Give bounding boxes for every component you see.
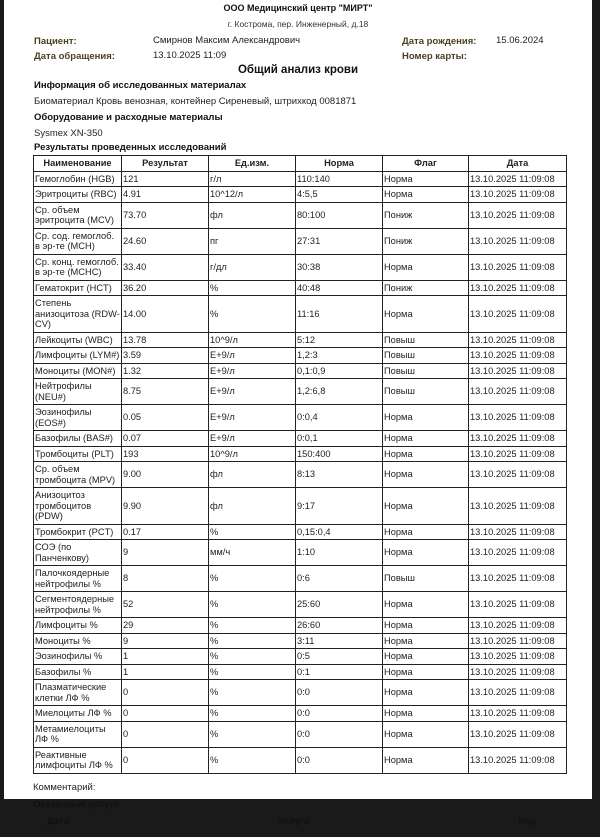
- cell-unit: %: [209, 618, 296, 634]
- cell-date: 13.10.2025 11:09:08: [469, 524, 567, 540]
- cell-result: 121: [122, 171, 209, 187]
- cell-unit: 10^9/л: [209, 446, 296, 462]
- table-row: [34, 747, 567, 773]
- cell-name: Эозинофилы (EOS#): [34, 405, 122, 431]
- cell-name: Реактивные лимфоциты ЛФ %: [34, 747, 122, 773]
- table-row: [34, 187, 567, 203]
- cell-result: 0: [122, 680, 209, 706]
- cell-unit: 10^9/л: [209, 332, 296, 348]
- results-section: [33, 155, 566, 837]
- after-table-section: [33, 782, 566, 837]
- cell-date: 13.10.2025 11:09:08: [469, 332, 567, 348]
- cell-norm: 110:140: [296, 171, 383, 187]
- document-page: [4, 0, 592, 827]
- cell-flag: Норма: [383, 524, 469, 540]
- cell-result: 0: [122, 706, 209, 722]
- cell-norm: 0,1:0,9: [296, 363, 383, 379]
- table-row: [34, 664, 567, 680]
- cell-unit: %: [209, 649, 296, 665]
- cell-date: 13.10.2025 11:09:08: [469, 363, 567, 379]
- table-row: [34, 405, 567, 431]
- table-row: [34, 348, 567, 364]
- cell-result: 8.75: [122, 379, 209, 405]
- table-row: [34, 618, 567, 634]
- cell-name: Лейкоциты (WBC): [34, 332, 122, 348]
- table-row: [34, 462, 567, 488]
- cell-name: Гемоглобин (HGB): [34, 171, 122, 187]
- column-header-flag: Флаг: [383, 156, 469, 172]
- cell-result: 9: [122, 540, 209, 566]
- card-number-label: Номер карты:: [402, 51, 467, 62]
- cell-result: 0.17: [122, 524, 209, 540]
- cell-date: 13.10.2025 11:09:08: [469, 488, 567, 525]
- cell-result: 9.90: [122, 488, 209, 525]
- cell-unit: %: [209, 296, 296, 333]
- cell-result: 52: [122, 592, 209, 618]
- cell-norm: 0,15:0,4: [296, 524, 383, 540]
- table-row: [34, 524, 567, 540]
- cell-flag: Пониж: [383, 228, 469, 254]
- cell-flag: Норма: [383, 664, 469, 680]
- materials-text: Биоматериал Кровь венозная, контейнер Сиреневый, штрихкод 0081871: [34, 96, 357, 107]
- cell-date: 13.10.2025 11:09:08: [469, 171, 567, 187]
- cell-flag: Повыш: [383, 363, 469, 379]
- table-row: [34, 488, 567, 525]
- cell-name: Тромбокрит (PCT): [34, 524, 122, 540]
- cell-date: 13.10.2025 11:09:08: [469, 633, 567, 649]
- cell-unit: %: [209, 747, 296, 773]
- cell-date: 13.10.2025 11:09:08: [469, 431, 567, 447]
- cell-flag: Пониж: [383, 280, 469, 296]
- cell-result: 33.40: [122, 254, 209, 280]
- cell-unit: Е+9/л: [209, 379, 296, 405]
- cell-unit: Е+9/л: [209, 348, 296, 364]
- cell-unit: %: [209, 721, 296, 747]
- cell-flag: Норма: [383, 649, 469, 665]
- cell-name: Плазматические клетки ЛФ %: [34, 680, 122, 706]
- cell-result: 1: [122, 664, 209, 680]
- cell-unit: Е+9/л: [209, 405, 296, 431]
- cell-flag: Норма: [383, 431, 469, 447]
- cell-result: 193: [122, 446, 209, 462]
- patient-label: Пациент:: [34, 36, 77, 47]
- table-row: [34, 171, 567, 187]
- cell-norm: 40:48: [296, 280, 383, 296]
- table-row: [34, 540, 567, 566]
- table-row: [34, 296, 567, 333]
- cell-result: 36.20: [122, 280, 209, 296]
- cell-flag: Норма: [383, 680, 469, 706]
- visit-date-label: Дата обращения:: [34, 51, 115, 62]
- cell-name: Базофилы (BAS#): [34, 431, 122, 447]
- organization-address: г. Кострома, пер. Инженерный, д.18: [227, 19, 369, 29]
- cell-norm: 11:16: [296, 296, 383, 333]
- cell-name: Моноциты %: [34, 633, 122, 649]
- cell-date: 13.10.2025 11:09:08: [469, 296, 567, 333]
- cell-name: Анизоцитоз тромбоцитов (PDW): [34, 488, 122, 525]
- table-row: [34, 254, 567, 280]
- cell-flag: Норма: [383, 633, 469, 649]
- cell-flag: Норма: [383, 462, 469, 488]
- cell-norm: 1,2:3: [296, 348, 383, 364]
- cell-norm: 0:5: [296, 649, 383, 665]
- cell-name: Палочкоядерные нейтрофилы %: [34, 566, 122, 592]
- cell-flag: Норма: [383, 187, 469, 203]
- cell-result: 1: [122, 649, 209, 665]
- results-table: [33, 155, 567, 774]
- cell-name: Ср. конц. гемоглоб. в эр-те (MCHC): [34, 254, 122, 280]
- table-row: [34, 280, 567, 296]
- cell-result: 0.05: [122, 405, 209, 431]
- cell-flag: Норма: [383, 747, 469, 773]
- cell-date: 13.10.2025 11:09:08: [469, 618, 567, 634]
- cell-norm: 0:0,1: [296, 431, 383, 447]
- cell-norm: 8:13: [296, 462, 383, 488]
- column-header-name: Наименование: [34, 156, 122, 172]
- materials-heading: Информация об исследованных материалах: [34, 80, 247, 91]
- cell-flag: Норма: [383, 706, 469, 722]
- cell-norm: 1,2:6,8: [296, 379, 383, 405]
- cell-norm: 0:6: [296, 566, 383, 592]
- cell-norm: 30:38: [296, 254, 383, 280]
- cell-flag: Повыш: [383, 332, 469, 348]
- cell-name: Ср. объем тромбоцита (MPV): [34, 462, 122, 488]
- services-col-service: Услуга: [278, 815, 310, 827]
- cell-result: 9: [122, 633, 209, 649]
- table-row: [34, 706, 567, 722]
- table-row: [34, 649, 567, 665]
- table-row: [34, 363, 567, 379]
- cell-date: 13.10.2025 11:09:08: [469, 446, 567, 462]
- cell-norm: 80:100: [296, 202, 383, 228]
- cell-date: 13.10.2025 11:09:08: [469, 706, 567, 722]
- cell-name: Лимфоциты (LYM#): [34, 348, 122, 364]
- cell-date: 13.10.2025 11:09:08: [469, 680, 567, 706]
- table-row: [34, 680, 567, 706]
- cell-norm: 1:10: [296, 540, 383, 566]
- cell-name: Метамиелоциты ЛФ %: [34, 721, 122, 747]
- cell-unit: фл: [209, 202, 296, 228]
- cell-unit: г/дл: [209, 254, 296, 280]
- cell-flag: Норма: [383, 592, 469, 618]
- table-header-row: [34, 156, 567, 172]
- cell-unit: 10^12/л: [209, 187, 296, 203]
- cell-flag: Норма: [383, 171, 469, 187]
- cell-norm: 4:5,5: [296, 187, 383, 203]
- cell-unit: %: [209, 633, 296, 649]
- cell-name: Ср. сод. гемоглоб. в эр-те (MCH): [34, 228, 122, 254]
- cell-result: 9.00: [122, 462, 209, 488]
- table-row: [34, 721, 567, 747]
- cell-norm: 0:0: [296, 680, 383, 706]
- column-header-norm: Норма: [296, 156, 383, 172]
- cell-result: 0: [122, 721, 209, 747]
- cell-date: 13.10.2025 11:09:08: [469, 202, 567, 228]
- cell-name: Тромбоциты (PLT): [34, 446, 122, 462]
- cell-result: 4.91: [122, 187, 209, 203]
- cell-name: Нейтрофилы (NEU#): [34, 379, 122, 405]
- cell-name: Степень анизоцитоза (RDW-CV): [34, 296, 122, 333]
- cell-norm: 150:400: [296, 446, 383, 462]
- cell-date: 13.10.2025 11:09:08: [469, 592, 567, 618]
- cell-flag: Повыш: [383, 348, 469, 364]
- services-col-date: Дата: [47, 815, 69, 827]
- cell-unit: г/л: [209, 171, 296, 187]
- table-row: [34, 202, 567, 228]
- cell-flag: Норма: [383, 254, 469, 280]
- table-row: [34, 592, 567, 618]
- cell-result: 73.70: [122, 202, 209, 228]
- cell-date: 13.10.2025 11:09:08: [469, 664, 567, 680]
- cell-flag: Норма: [383, 540, 469, 566]
- cell-unit: Е+9/л: [209, 363, 296, 379]
- cell-norm: 0:0: [296, 721, 383, 747]
- organization-name: ООО Медицинский центр "МИРТ": [223, 3, 373, 13]
- equipment-heading: Оборудование и расходные материалы: [34, 112, 223, 123]
- cell-unit: %: [209, 280, 296, 296]
- cell-result: 8: [122, 566, 209, 592]
- results-heading: Результаты проведенных исследований: [34, 142, 227, 153]
- dob-label: Дата рождения:: [402, 36, 477, 47]
- cell-norm: 3:11: [296, 633, 383, 649]
- cell-name: Гематокрит (HCT): [34, 280, 122, 296]
- cell-name: Базофилы %: [34, 664, 122, 680]
- cell-flag: Повыш: [383, 379, 469, 405]
- cell-result: 3.59: [122, 348, 209, 364]
- table-row: [34, 446, 567, 462]
- cell-norm: 25:60: [296, 592, 383, 618]
- cell-flag: Норма: [383, 618, 469, 634]
- cell-date: 13.10.2025 11:09:08: [469, 462, 567, 488]
- table-row: [34, 566, 567, 592]
- cell-date: 13.10.2025 11:09:08: [469, 405, 567, 431]
- column-header-date: Дата: [469, 156, 567, 172]
- cell-flag: Норма: [383, 721, 469, 747]
- cell-name: Лимфоциты %: [34, 618, 122, 634]
- cell-date: 13.10.2025 11:09:08: [469, 721, 567, 747]
- cell-date: 13.10.2025 11:09:08: [469, 228, 567, 254]
- table-row: [34, 633, 567, 649]
- column-header-result: Результат: [122, 156, 209, 172]
- cell-norm: 0:1: [296, 664, 383, 680]
- cell-flag: Норма: [383, 446, 469, 462]
- cell-date: 13.10.2025 11:09:08: [469, 649, 567, 665]
- patient-name: Смирнов Максим Александрович: [153, 35, 301, 46]
- cell-name: Миелоциты ЛФ %: [34, 706, 122, 722]
- cell-name: Сегментоядерные нейтрофилы %: [34, 592, 122, 618]
- services-heading: Оказанные услуги: [33, 798, 120, 810]
- cell-unit: пг: [209, 228, 296, 254]
- cell-date: 13.10.2025 11:09:08: [469, 540, 567, 566]
- cell-date: 13.10.2025 11:09:08: [469, 280, 567, 296]
- cell-date: 13.10.2025 11:09:08: [469, 566, 567, 592]
- cell-flag: Норма: [383, 405, 469, 431]
- table-row: [34, 431, 567, 447]
- cell-unit: %: [209, 664, 296, 680]
- equipment-text: Sysmex XN-350: [34, 128, 103, 139]
- cell-unit: мм/ч: [209, 540, 296, 566]
- cell-unit: %: [209, 566, 296, 592]
- cell-norm: 0:0: [296, 747, 383, 773]
- cell-date: 13.10.2025 11:09:08: [469, 747, 567, 773]
- dob-value: 15.06.2024: [496, 35, 544, 46]
- table-row: [34, 228, 567, 254]
- cell-result: 13.78: [122, 332, 209, 348]
- visit-date-value: 13.10.2025 11:09: [153, 50, 227, 61]
- cell-norm: 0:0,4: [296, 405, 383, 431]
- cell-name: Ср. объем эритроцита (MCV): [34, 202, 122, 228]
- cell-name: Эритроциты (RBC): [34, 187, 122, 203]
- cell-unit: фл: [209, 462, 296, 488]
- cell-name: Моноциты (MON#): [34, 363, 122, 379]
- column-header-unit: Ед.изм.: [209, 156, 296, 172]
- cell-name: Эозинофилы %: [34, 649, 122, 665]
- table-row: [34, 379, 567, 405]
- cell-norm: 9:17: [296, 488, 383, 525]
- cell-result: 0: [122, 747, 209, 773]
- cell-unit: %: [209, 706, 296, 722]
- cell-result: 14.00: [122, 296, 209, 333]
- cell-date: 13.10.2025 11:09:08: [469, 254, 567, 280]
- cell-result: 29: [122, 618, 209, 634]
- cell-unit: %: [209, 680, 296, 706]
- cell-norm: 0:0: [296, 706, 383, 722]
- cell-unit: Е+9/л: [209, 431, 296, 447]
- cell-flag: Пониж: [383, 202, 469, 228]
- cell-unit: фл: [209, 488, 296, 525]
- cell-date: 13.10.2025 11:09:08: [469, 348, 567, 364]
- cell-result: 1.32: [122, 363, 209, 379]
- cell-unit: %: [209, 592, 296, 618]
- cell-flag: Норма: [383, 296, 469, 333]
- cell-name: СОЭ (по Панченкову): [34, 540, 122, 566]
- cell-result: 0.07: [122, 431, 209, 447]
- cell-norm: 26:60: [296, 618, 383, 634]
- cell-flag: Норма: [383, 488, 469, 525]
- comment-label: Комментарий:: [33, 781, 96, 793]
- cell-norm: 5:12: [296, 332, 383, 348]
- cell-date: 13.10.2025 11:09:08: [469, 187, 567, 203]
- cell-result: 24.60: [122, 228, 209, 254]
- services-col-code: Код: [518, 815, 536, 827]
- cell-flag: Повыш: [383, 566, 469, 592]
- table-row: [34, 332, 567, 348]
- cell-norm: 27:31: [296, 228, 383, 254]
- cell-unit: %: [209, 524, 296, 540]
- cell-date: 13.10.2025 11:09:08: [469, 379, 567, 405]
- page-title: Общий анализ крови: [237, 64, 359, 76]
